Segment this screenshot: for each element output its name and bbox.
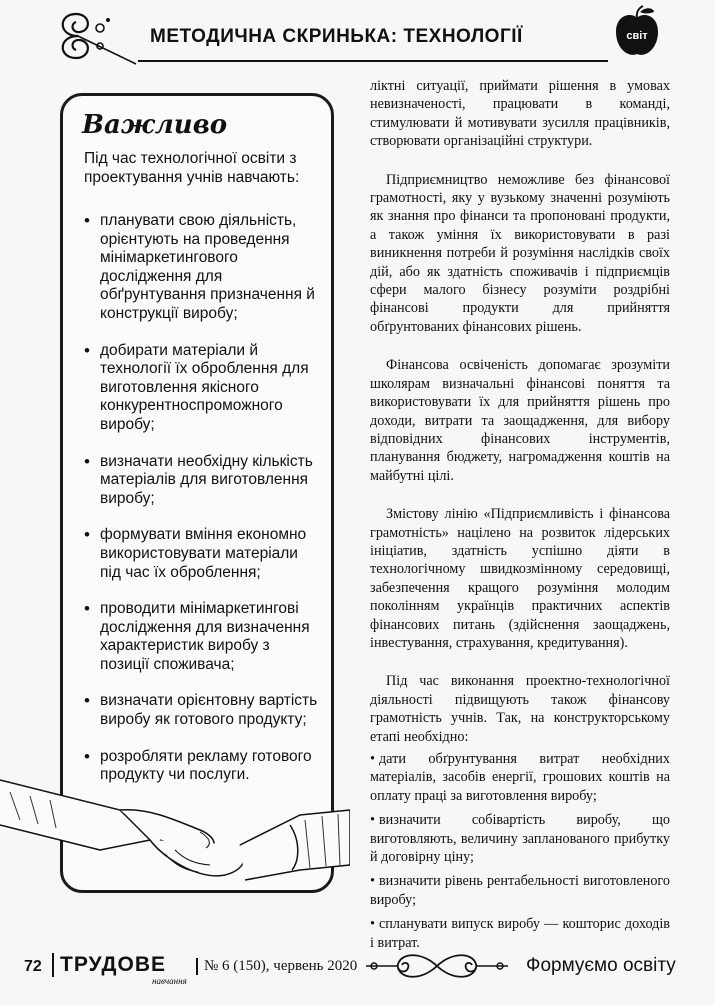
article-bullet	[370, 872, 670, 909]
apple-logo-icon	[612, 4, 662, 60]
list-item: • формувати вміння економно використовувати матеріали під час їх оброблення;	[78, 526, 318, 582]
footer-ornament-icon	[362, 948, 512, 984]
page-footer	[0, 940, 715, 1000]
bullet-dot: •	[370, 873, 375, 890]
article-column	[370, 77, 670, 958]
box-list	[78, 212, 318, 803]
article-paragraph: Підприємництво неможливе без фінансової грамотності, яку у вузькому значенні розуміють як знання про фінанси та пропоновані продукти, а також уміння їх використовувати в разі виникнення потреби й розуміння наслідків своїх дій, або як здатність споживачів і підприємців сфери малого бізнесу розуміти роздрібні фінансові продукти для прийняття обґрунтованих фінансових рішень.	[370, 171, 670, 335]
bullet-text: спланувати випуск виробу — кошторис доходів і витрат.	[370, 916, 670, 951]
bullet-text: дати обґрунтування витрат необхідних матеріалів, засобів енергії, грошових коштів на оплату праці за виготовлення виробу;	[370, 751, 670, 804]
list-item: • визначати орієнтовну вартість виробу як готового продукту;	[78, 692, 318, 729]
article-bullet	[370, 811, 670, 866]
magazine-brand-sub: навчання	[152, 976, 187, 986]
list-item: • проводити мінімаркетингові дослідження для визначення характеристик виробу з позиції споживача;	[78, 600, 318, 674]
list-item: • розробляти рекламу готового продукту чи послуги.	[78, 748, 318, 785]
page-number: 72	[24, 958, 42, 975]
box-title: Важливо	[82, 110, 228, 140]
scroll-ornament-icon	[48, 6, 138, 66]
issue-info: № 6 (150), червень 2020	[196, 958, 357, 975]
bullet-text: визначити собівартість виробу, що виготовляють, величину запланованого прибутку й договірну ціну;	[370, 812, 670, 866]
page-header	[0, 0, 715, 70]
logo-text: світ	[626, 30, 648, 42]
article-paragraph: Змістову лінію «Підприємливість і фінансова грамотність» націлено на розвиток лідерських ініціатив, здатність успішно діяти в технологічному швидкозмінному середовищі, забезпечення кращого розуміння молодим поколінням українців практичних аспектів фінансових питань (здійснення заощаджень, інвестування, страхування, кредитування).	[370, 506, 670, 651]
header-rule	[138, 60, 608, 62]
article-paragraph: Фінансова освіченість допомагає зрозуміти школярам визначальні фінансові поняття та використовувати їх для прийняття рішень про доходи, витрати та заощадження, для вибору відповідних фінансових інструментів, планування бюджету, нагромадження коштів на майбутні цілі.	[370, 357, 670, 484]
page-title: МЕТОДИЧНА СКРИНЬКА: ТЕХНОЛОГІЇ	[150, 26, 523, 47]
bullet-dot: •	[370, 916, 375, 933]
section-name: Формуємо освіту	[526, 955, 676, 976]
list-item: • визначати необхідну кількість матеріалів для виготовлення виробу;	[78, 453, 318, 509]
article-paragraph: Під час виконання проектно-технологічної діяльності підвищують також фінансову грамотність учнів. Так, на конструкторському етапі необхідно:	[370, 673, 670, 745]
bullet-dot: •	[370, 751, 375, 767]
list-item: • планувати свою діяльність, орієнтують на проведення мінімаркетингового дослідження для обґрунтування призначення й конструкції виробу;	[78, 212, 318, 324]
magazine-brand: ТРУДОВЕ	[52, 953, 166, 977]
bullet-text: визначити рівень рентабельності виготовленого виробу;	[370, 873, 670, 908]
article-bullet	[370, 750, 670, 805]
list-item: • добирати матеріали й технології їх оброблення для виготовлення якісного конкурентноспроможного виробу;	[78, 342, 318, 435]
handshake-illustration	[0, 770, 350, 920]
box-intro: Під час технологічної освіти з проектування учнів навчають:	[84, 150, 300, 186]
article-paragraph: ліктні ситуації, приймати рішення в умовах невизначеності, працювати в команді, стимулювати й мотивувати зусилля працівників, створювати організаційні структури.	[370, 78, 670, 150]
bullet-dot: •	[370, 812, 375, 829]
